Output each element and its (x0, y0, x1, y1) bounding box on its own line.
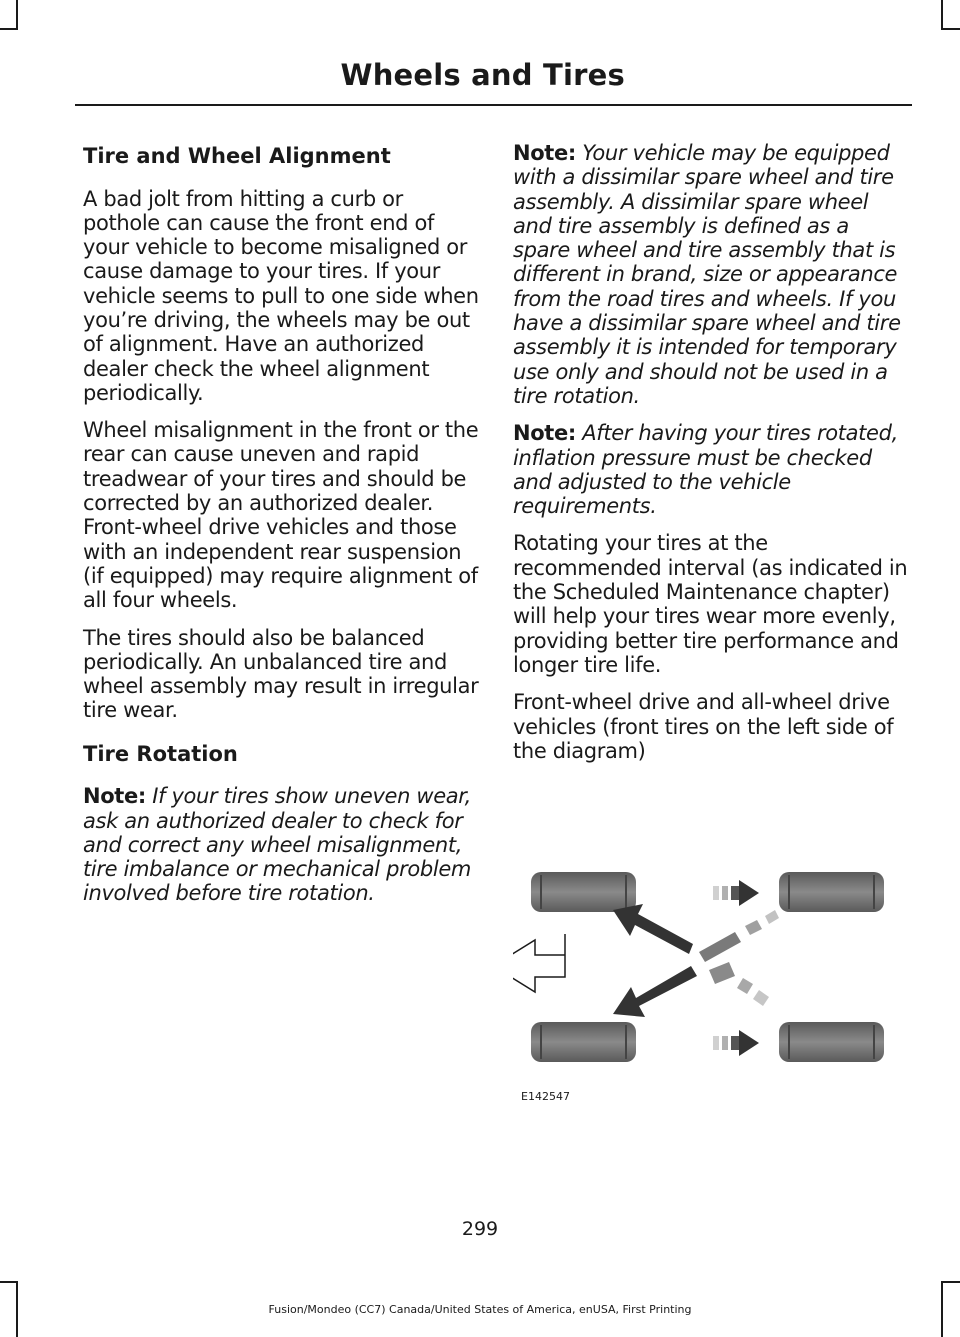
rotation-paragraph: Front-wheel drive and all-wheel drive vehicles (front tires on the left side of the diagram) (513, 690, 894, 763)
crop-mark (0, 1281, 18, 1283)
tire-rotation-svg (513, 862, 893, 1107)
crop-mark (16, 0, 18, 30)
crop-mark (941, 1281, 960, 1283)
tire-rotation-diagram (513, 862, 893, 1107)
alignment-heading: Tire and Wheel Alignment (83, 144, 391, 168)
rotation-arrow-icon (613, 904, 693, 954)
page-header-title: Wheels and Tires (340, 58, 625, 92)
left-column (83, 141, 481, 919)
rotation-arrow-icon (613, 966, 697, 1017)
note-inflation-pressure (513, 421, 911, 518)
note-label: Note: (513, 141, 576, 165)
right-column (513, 141, 911, 776)
tire-icon (531, 872, 636, 912)
crop-mark (0, 28, 18, 30)
note-dissimilar-spare (513, 141, 911, 408)
note-text: If your tires show uneven wear, ask an authorized dealer to check for and correct any wheel misalignment, tire imbalance or mechanical problem involved before tire rotation. (83, 784, 472, 906)
forward-arrow-icon (513, 934, 565, 992)
figure-code: E142547 (521, 1090, 570, 1103)
header-divider (75, 104, 912, 106)
note-label: Note: (83, 784, 146, 809)
tire-icon (779, 872, 884, 912)
note-text: Your vehicle may be equipped with a dissimilar spare wheel and tire assembly. A dissimilar spare wheel and tire assembly is defined as a spare wheel and tire assembly that is different in brand, size or appearance from the road tires and wheels. If you have a dissimilar spare wheel and tire assembly it is intended for temporary use only and should not be used in a tire rotation. (513, 141, 901, 408)
note-label: Note: (513, 421, 576, 446)
rotation-arrow-icon (713, 880, 759, 906)
alignment-paragraph: The tires should also be balanced periodically. An unbalanced tire and wheel assembly may result in irregular tire wear. (83, 625, 479, 723)
crop-mark (941, 28, 960, 30)
page-number: 299 (461, 1218, 499, 1240)
tire-icon (531, 1022, 636, 1062)
note-text: After having your tires rotated, inflation pressure must be checked and adjusted to the vehicle requirements. (513, 421, 898, 519)
rotation-arrow-icon (713, 1030, 759, 1056)
note-uneven-wear (83, 784, 481, 905)
rotation-arrow-icon (699, 910, 779, 962)
tire-icon (779, 1022, 884, 1062)
rotation-paragraph: Rotating your tires at the recommended interval (as indicated in the Scheduled Maintenance chapter) will help your tires wear more evenly, providing better tire performance and longer tire life. (513, 531, 908, 677)
alignment-paragraph: A bad jolt from hitting a curb or pothole can cause the front end of your vehicle to become misaligned or cause damage to your tires. If your vehicle seems to pull to one side when you’re driving, the wheels may be out of alignment. Have an authorized dealer check the wheel alignment periodically. (83, 186, 479, 405)
crop-mark (941, 0, 943, 30)
alignment-paragraph: Wheel misalignment in the front or the rear can cause uneven and rapid treadwear of your tires and should be corrected by an authorized dealer. Front-wheel drive vehicles and those with an independent rear suspension (if equipped) may require alignment of all four wheels. (83, 418, 479, 613)
page-footer: Fusion/Mondeo (CC7) Canada/United States of America, enUSA, First Printing (268, 1303, 692, 1316)
rotation-heading: Tire Rotation (83, 741, 238, 766)
rotation-arrow-icon (709, 962, 769, 1006)
